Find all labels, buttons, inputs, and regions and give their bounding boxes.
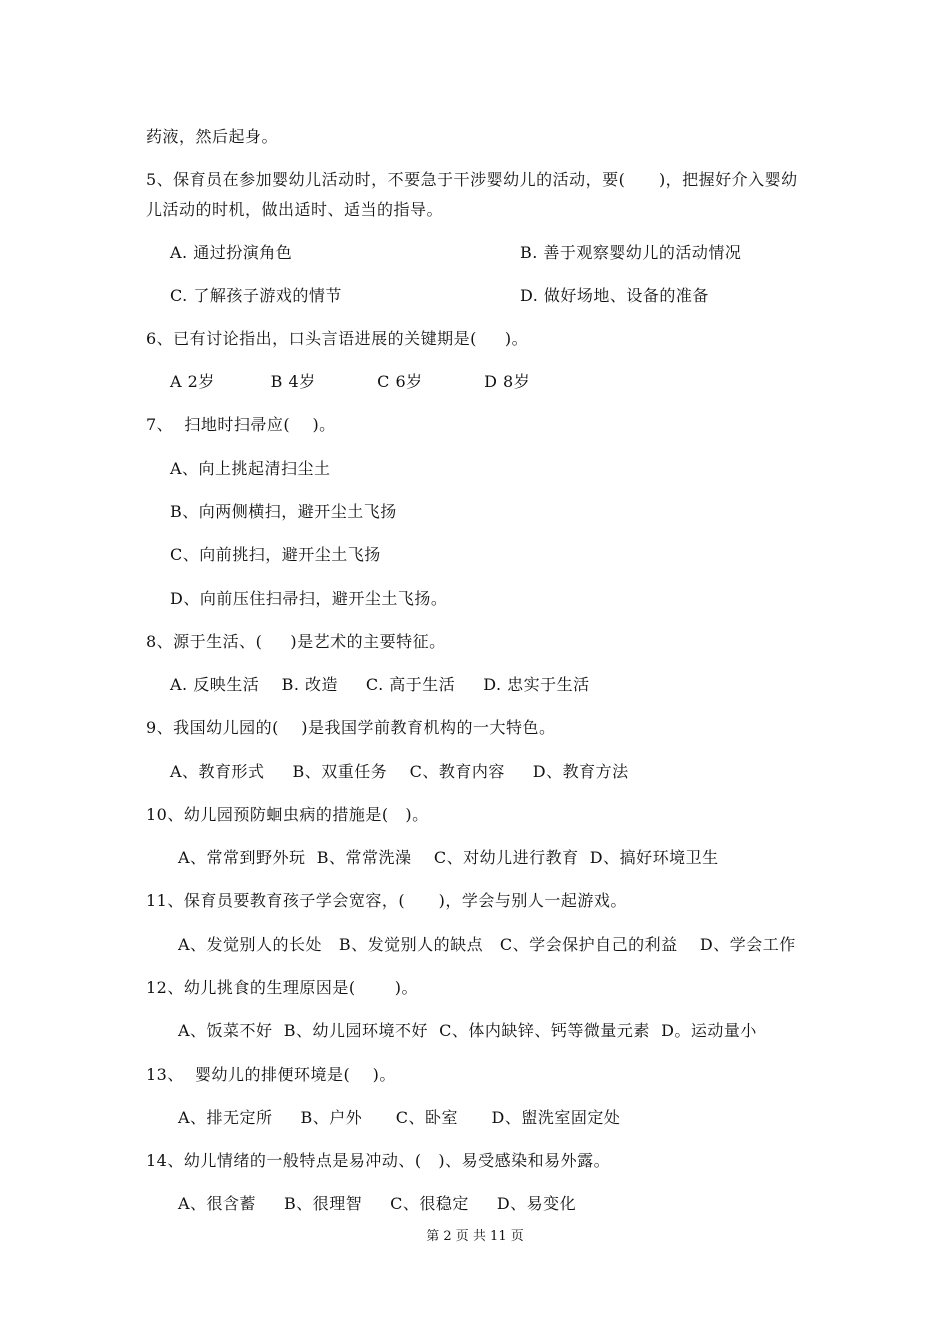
page-footer: 第 2 页 共 11 页 xyxy=(426,1229,524,1244)
option-a: A、向上挑起清扫尘土 xyxy=(170,459,331,478)
option-d: D、向前压住扫帚扫，避开尘土飞扬。 xyxy=(170,589,448,608)
options: A、饭菜不好 B、幼儿园环境不好 C、体内缺锌、钙等微量元素 D。运动量小 xyxy=(178,1021,757,1040)
options: A、发觉别人的长处 B、发觉别人的缺点 C、学会保护自己的利益 D、学会工作 xyxy=(178,935,796,954)
question-14: 14、幼儿情绪的一般特点是易冲动、( )、易受感染和易外露。 xyxy=(146,1151,611,1170)
question-10: 10、幼儿园预防蛔虫病的措施是( )。 xyxy=(146,805,429,824)
question-5: 5、保育员在参加婴幼儿活动时，不要急于干涉婴幼儿的活动，要( )，把握好介入婴幼 xyxy=(146,170,798,189)
option-a: A. 通过扮演角色 xyxy=(170,243,293,262)
question-11: 11、保育员要教育孩子学会宽容，( )，学会与别人一起游戏。 xyxy=(146,891,627,910)
options: A. 反映生活 B. 改造 C. 高于生活 D. 忠实于生活 xyxy=(170,675,590,694)
options: A 2岁 B 4岁 C 6岁 D 8岁 xyxy=(170,372,531,391)
option-b: B、向两侧横扫，避开尘土飞扬 xyxy=(170,502,397,521)
text-line: 儿活动的时机，做出适时、适当的指导。 xyxy=(146,200,444,219)
question-6: 6、已有讨论指出，口头言语进展的关键期是( )。 xyxy=(146,329,529,348)
question-8: 8、源于生活、( )是艺术的主要特征。 xyxy=(146,632,446,651)
option-d: D. 做好场地、设备的准备 xyxy=(520,286,709,305)
text-line: 药液，然后起身。 xyxy=(146,127,279,146)
question-12: 12、幼儿挑食的生理原因是( )。 xyxy=(146,978,418,997)
question-13: 13、 婴幼儿的排便环境是( )。 xyxy=(146,1065,396,1084)
question-9: 9、我国幼儿园的( )是我国学前教育机构的一大特色。 xyxy=(146,718,556,737)
options: A、常常到野外玩 B、常常洗澡 C、对幼儿进行教育 D、搞好环境卫生 xyxy=(178,848,719,867)
option-b: B. 善于观察婴幼儿的活动情况 xyxy=(520,243,742,262)
question-7: 7、 扫地时扫帚应( )。 xyxy=(146,415,336,434)
option-c: C、向前挑扫，避开尘土飞扬 xyxy=(170,545,381,564)
options: A、很含蓄 B、很理智 C、很稳定 D、易变化 xyxy=(178,1194,577,1213)
options: A、教育形式 B、双重任务 C、教育内容 D、教育方法 xyxy=(170,762,629,781)
options: A、排无定所 B、户外 C、卧室 D、盥洗室固定处 xyxy=(178,1108,621,1127)
option-c: C. 了解孩子游戏的情节 xyxy=(170,286,342,305)
